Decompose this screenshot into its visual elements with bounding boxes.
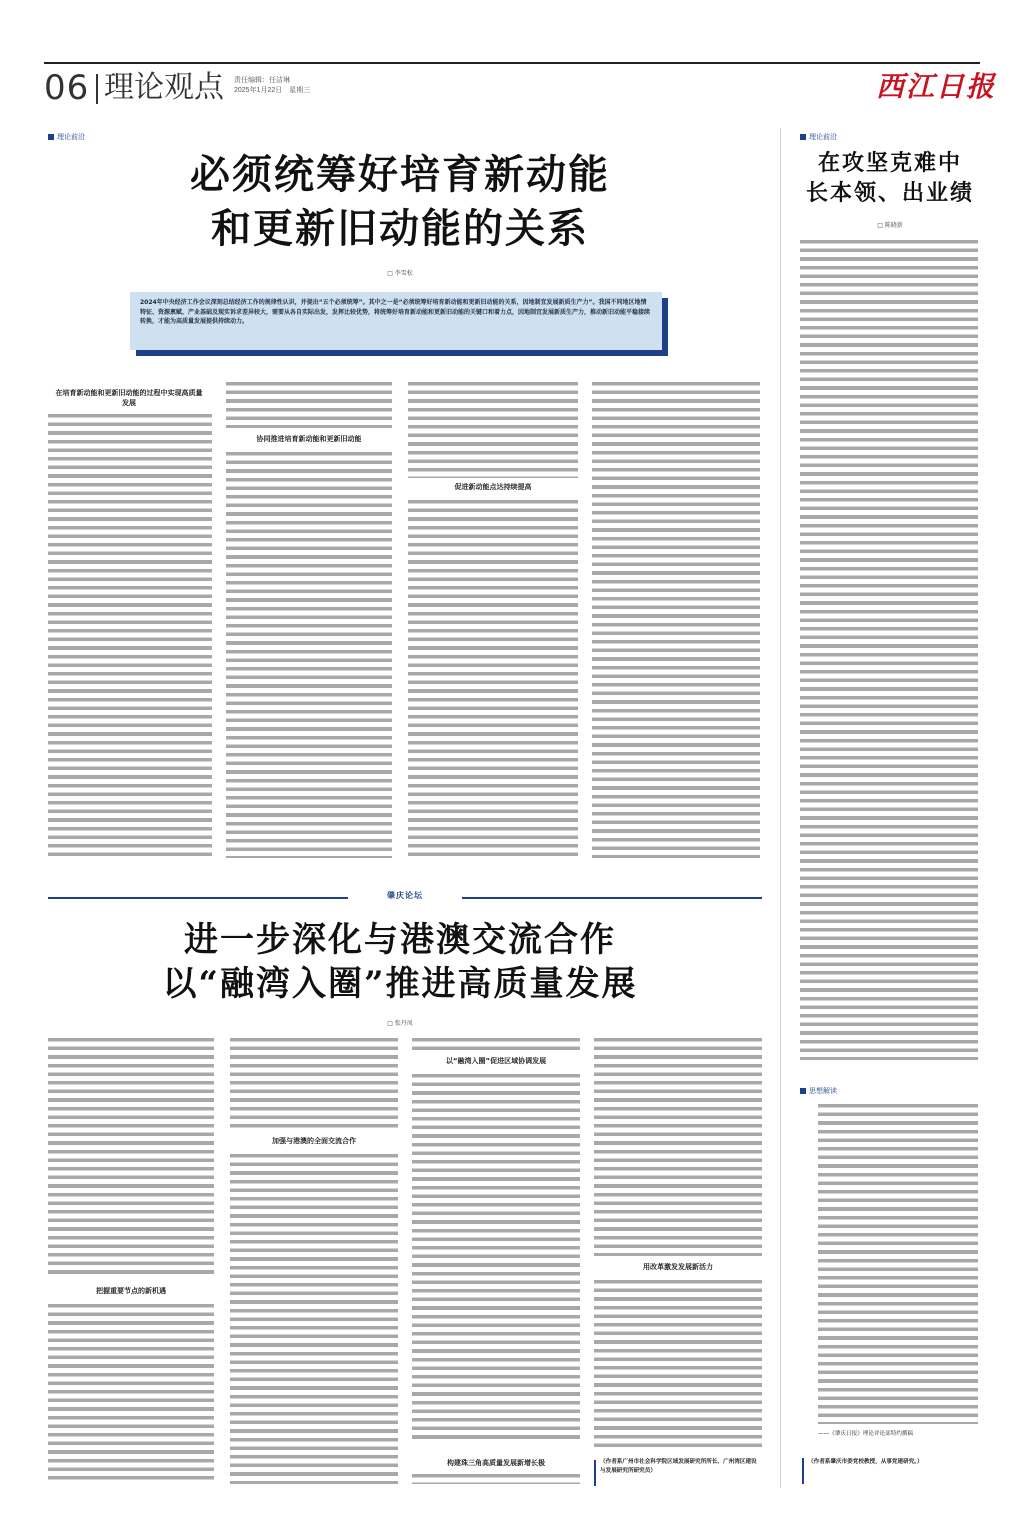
text-lines xyxy=(226,452,392,858)
sidebar2-body xyxy=(818,1104,978,1424)
article2-subhead-4: 用改革激发发展新活力 xyxy=(643,1263,713,1271)
sidebar2-footnote-bar xyxy=(802,1458,804,1484)
article2-body-col1b xyxy=(48,1304,214,1484)
forum-label: 肇庆论坛 xyxy=(387,891,423,900)
sidebar1-title-line1: 在攻坚克难中 xyxy=(817,150,962,176)
article2-footnote: （作者系广州市社会科学院区域发展研究所所长、广州湾区建设与发展研究所研究员） xyxy=(600,1459,757,1474)
article2-body-col3c xyxy=(412,1474,580,1484)
text-lines xyxy=(818,1104,978,1424)
text-lines xyxy=(594,1280,762,1452)
page-number-separator xyxy=(96,74,98,104)
article1-subhead-2: 协同推进培育新动能和更新旧动能 xyxy=(256,435,362,443)
tag-square-icon xyxy=(48,134,54,140)
article2-byline: □ 张丹凤 xyxy=(387,1020,413,1027)
text-lines xyxy=(408,382,578,478)
article2-subhead-5: 构建珠三角高质量发展新增长极 xyxy=(447,1459,545,1467)
text-lines xyxy=(48,1038,214,1278)
article2-subhead-3: 把握重要节点的新机遇 xyxy=(96,1287,166,1295)
article2-subhead-1: 以“融湾入圈”促进区域协调发展 xyxy=(445,1057,547,1065)
sidebar1-byline: □ 陈晓新 xyxy=(877,222,903,229)
masthead-rule xyxy=(44,62,980,64)
article1-body-col1 xyxy=(48,414,212,858)
article2-footnote-bar xyxy=(594,1460,596,1486)
article1-body-col2a xyxy=(226,382,392,428)
tag-square-icon xyxy=(800,134,806,140)
sidebar2-footnote: （作者系肇庆市委党校教授，从事党建研究。） xyxy=(808,1459,923,1465)
article1-byline: □ 李雪松 xyxy=(387,270,413,277)
sidebar2-tag-text: 思想解读 xyxy=(809,1087,837,1095)
forum-divider-right xyxy=(462,897,762,899)
sidebar1-body xyxy=(800,240,978,1060)
article1-subhead-3: 促进新动能点达持续提高 xyxy=(454,483,532,491)
article2-title-line1: 进一步深化与港澳交流合作 xyxy=(184,920,616,960)
article2-body-col1a xyxy=(48,1038,214,1278)
text-lines xyxy=(230,1038,398,1130)
sidebar-rule xyxy=(780,128,781,1488)
section-name: 理论观点 xyxy=(104,70,224,105)
editor-line: 责任编辑：任洁琳 xyxy=(234,77,290,84)
sidebar2-column-tag xyxy=(800,1086,837,1096)
issue-meta xyxy=(234,76,310,96)
text-lines xyxy=(226,382,392,428)
sidebar1-title-line2: 长本领、出业绩 xyxy=(805,180,974,206)
page-number: 06 xyxy=(44,68,90,108)
text-lines xyxy=(412,1074,580,1444)
article1-body-col2b xyxy=(226,452,392,858)
text-lines xyxy=(408,500,578,858)
date-line: 2025年1月22日 星期三 xyxy=(234,87,311,94)
article2-title-line2: 以“融湾入圈”推进高质量发展 xyxy=(162,964,638,1004)
article1-body-col4 xyxy=(592,382,760,858)
text-lines xyxy=(800,240,978,1060)
sidebar1-column-tag xyxy=(800,132,837,142)
article1-abstract: 2024年中央经济工作会议深刻总结经济工作的规律性认识，并提出“五个必须统筹”。其中之一是“必须统筹好培育新动能和更新旧动能的关系，因地制宜发展新质生产力”。我国不同地区地情特征、资源禀赋、产业基础及现实诉求差异较大，需要从各自实际出发，发挥比较优势，将统筹好培育新动能和更新旧动能的关键口和着力点，因地制宜发展新质生产力，推动新旧动能平稳接续转换，才能为高质量发展提供持续动力。 xyxy=(130,292,662,350)
forum-divider-left xyxy=(48,897,348,899)
article2-body-col3a xyxy=(412,1038,580,1050)
sidebar1-tag-text: 理论前沿 xyxy=(809,133,837,141)
article1-subhead-1: 在培育新动能和更新旧动能的过程中实现高质量发展 xyxy=(55,389,203,407)
text-lines xyxy=(48,1304,214,1484)
article2-body-col2a xyxy=(230,1038,398,1130)
article2-subhead-2: 加强与港澳的全面交流合作 xyxy=(272,1137,356,1145)
text-lines xyxy=(592,382,760,858)
text-lines xyxy=(48,414,212,858)
article1-title-line2: 和更新旧动能的关系 xyxy=(211,205,589,252)
article1-body-col3a xyxy=(408,382,578,478)
article1-tag-text: 理论前沿 xyxy=(57,133,85,141)
article2-body-col4b xyxy=(594,1280,762,1452)
sidebar2-note: ——《肇庆日报》理论评论部特约撰稿 xyxy=(818,1431,914,1437)
text-lines xyxy=(230,1154,398,1484)
article2-body-col4a xyxy=(594,1038,762,1256)
text-lines xyxy=(594,1038,762,1256)
masthead-logo: 西江日报 xyxy=(876,70,997,103)
article1-body-col3b xyxy=(408,500,578,858)
article2-body-col3b xyxy=(412,1074,580,1444)
article1-title-line1: 必须统筹好培育新动能 xyxy=(190,151,610,198)
tag-square-icon xyxy=(800,1088,806,1094)
article2-body-col2b xyxy=(230,1154,398,1484)
text-lines xyxy=(412,1474,580,1484)
article1-column-tag xyxy=(48,132,85,142)
text-lines xyxy=(412,1038,580,1050)
